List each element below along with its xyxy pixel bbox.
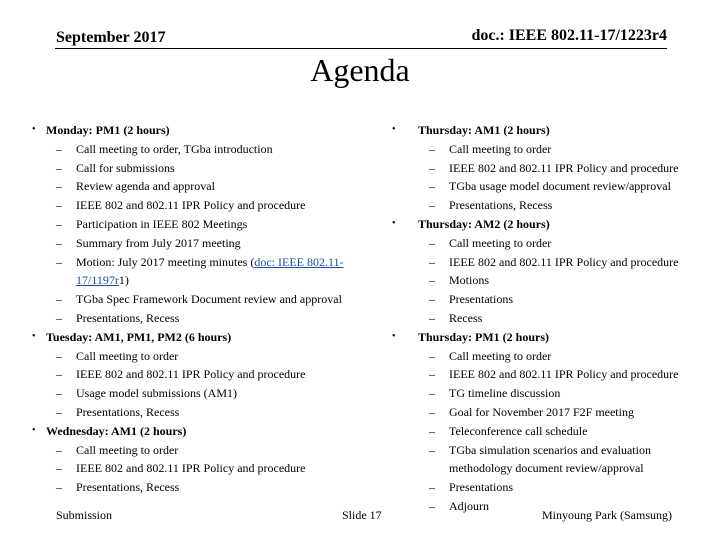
item-text: Call meeting to order xyxy=(449,348,552,363)
item-text: Usage model submissions (AM1) xyxy=(76,386,237,401)
motion-prefix: Motion: July 2017 meeting minutes ( xyxy=(76,254,255,269)
item-text: Presentations, Recess xyxy=(76,310,180,325)
agenda-section-thursday-am2 xyxy=(392,215,710,328)
item-text: Participation in IEEE 802 Meetings xyxy=(76,216,248,231)
bullet-icon: • xyxy=(392,124,396,135)
minutes-doc-link[interactable]: doc: IEEE 802.11-17/1197r xyxy=(76,254,344,288)
list-item xyxy=(418,347,710,366)
agenda-item-list xyxy=(46,347,377,422)
agenda-item-list xyxy=(46,441,377,497)
list-item xyxy=(418,271,710,290)
dash-icon: – xyxy=(429,198,435,213)
agenda-item-list xyxy=(418,234,710,328)
dash-icon: – xyxy=(429,292,435,307)
list-item xyxy=(46,234,377,253)
list-item xyxy=(46,159,377,178)
dash-icon: – xyxy=(56,160,62,175)
dash-icon: – xyxy=(429,498,435,513)
item-text: TG timeline discussion xyxy=(449,386,561,401)
dash-icon: – xyxy=(56,404,62,419)
list-item xyxy=(46,478,377,497)
agenda-item-list xyxy=(418,347,710,516)
item-text: Review agenda and approval xyxy=(76,179,215,194)
list-item xyxy=(418,478,710,497)
list-item xyxy=(46,441,377,460)
item-text: Call meeting to order xyxy=(449,141,552,156)
dash-icon: – xyxy=(56,386,62,401)
bullet-icon: • xyxy=(32,424,36,436)
dash-icon: – xyxy=(429,367,435,382)
item-text: Call meeting to order xyxy=(449,235,552,250)
item-text: TGba Spec Framework Document review and approval xyxy=(76,292,342,307)
dash-icon: – xyxy=(429,235,435,250)
agenda-section-thursday-pm1 xyxy=(392,328,710,516)
dash-icon: – xyxy=(429,386,435,401)
list-item xyxy=(418,384,710,403)
bullet-icon: • xyxy=(32,124,36,135)
dash-icon: – xyxy=(56,348,62,363)
list-item xyxy=(418,403,710,422)
agenda-left-column xyxy=(32,121,377,497)
agenda-right-column xyxy=(392,121,710,516)
agenda-section-wednesday xyxy=(32,422,377,497)
list-item xyxy=(46,347,377,366)
list-item xyxy=(46,459,377,478)
dash-icon: – xyxy=(429,160,435,175)
list-item xyxy=(418,234,710,253)
item-text: TGba usage model document review/approval xyxy=(449,179,671,194)
dash-icon: – xyxy=(56,141,62,156)
list-item xyxy=(418,140,710,159)
agenda-item-list xyxy=(46,140,377,328)
item-text: Call meeting to order, TGba introduction xyxy=(76,141,273,156)
list-item xyxy=(418,159,710,178)
item-text: Presentations, Recess xyxy=(76,480,180,495)
list-item xyxy=(46,215,377,234)
dash-icon: – xyxy=(429,310,435,325)
agenda-section-monday xyxy=(32,121,377,328)
list-item xyxy=(418,309,710,328)
header-doc-id: doc.: IEEE 802.11-17/1223r4 xyxy=(471,27,667,44)
dash-icon: – xyxy=(429,442,435,457)
item-text: Presentations xyxy=(449,480,513,495)
item-text: Adjourn xyxy=(449,498,489,513)
list-item xyxy=(46,403,377,422)
dash-icon: – xyxy=(56,310,62,325)
dash-icon: – xyxy=(429,404,435,419)
item-text: Presentations, Recess xyxy=(76,404,180,419)
dash-icon: – xyxy=(56,179,62,194)
dash-icon: – xyxy=(429,141,435,156)
list-item xyxy=(46,196,377,215)
dash-icon: – xyxy=(56,442,62,457)
list-item xyxy=(46,140,377,159)
footer-submission: Submission xyxy=(56,508,113,522)
page-title: Agenda xyxy=(310,52,410,88)
section-title: Tuesday: AM1, PM1, PM2 (6 hours) xyxy=(46,329,232,344)
list-item xyxy=(418,441,710,479)
item-text: IEEE 802 and 802.11 IPR Policy and procedure xyxy=(449,367,679,382)
list-item xyxy=(418,290,710,309)
dash-icon: – xyxy=(429,254,435,269)
dash-icon: – xyxy=(56,292,62,307)
list-item xyxy=(418,177,710,196)
dash-icon: – xyxy=(56,461,62,476)
list-item xyxy=(418,253,710,272)
list-item xyxy=(46,290,377,309)
header-date: September 2017 xyxy=(56,29,166,46)
dash-icon: – xyxy=(429,423,435,438)
item-text: Recess xyxy=(449,310,483,325)
list-item xyxy=(46,177,377,196)
list-item xyxy=(46,384,377,403)
dash-icon: – xyxy=(56,198,62,213)
item-text: Presentations xyxy=(449,292,513,307)
section-title: Wednesday: AM1 (2 hours) xyxy=(46,423,187,438)
dash-icon: – xyxy=(429,348,435,363)
item-text: IEEE 802 and 802.11 IPR Policy and procedure xyxy=(76,461,306,476)
list-item xyxy=(418,365,710,384)
header-rule xyxy=(55,48,667,49)
item-text: TGba simulation scenarios and evaluation methodology document review/approval xyxy=(449,442,651,476)
section-title: Monday: PM1 (2 hours) xyxy=(46,123,170,137)
bullet-icon: • xyxy=(392,217,396,229)
dash-icon: – xyxy=(429,179,435,194)
item-text: IEEE 802 and 802.11 IPR Policy and procedure xyxy=(449,254,679,269)
dash-icon: – xyxy=(56,216,62,231)
dash-icon: – xyxy=(56,367,62,382)
item-text: IEEE 802 and 802.11 IPR Policy and procedure xyxy=(449,160,679,175)
list-item xyxy=(46,365,377,384)
agenda-section-tuesday xyxy=(32,328,377,422)
item-text: Presentations, Recess xyxy=(449,198,553,213)
item-text: Call for submissions xyxy=(76,160,175,175)
section-title: Thursday: PM1 (2 hours) xyxy=(418,329,550,344)
dash-icon: – xyxy=(429,273,435,288)
item-text: Call meeting to order xyxy=(76,442,179,457)
item-text: IEEE 802 and 802.11 IPR Policy and procedure xyxy=(76,367,306,382)
motion-item xyxy=(46,253,377,291)
item-text: IEEE 802 and 802.11 IPR Policy and procedure xyxy=(76,198,306,213)
dash-icon: – xyxy=(56,480,62,495)
agenda-item-list xyxy=(418,140,710,215)
dash-icon: – xyxy=(56,235,62,250)
item-text: Call meeting to order xyxy=(76,348,179,363)
dash-icon: – xyxy=(429,480,435,495)
bullet-icon: • xyxy=(392,330,396,342)
agenda-section-thursday-am1 xyxy=(392,121,710,215)
item-text: Summary from July 2017 meeting xyxy=(76,235,241,250)
list-item xyxy=(418,196,710,215)
footer-slide-number: Slide 17 xyxy=(342,508,382,522)
footer-author: Minyoung Park (Samsung) xyxy=(542,508,672,522)
section-title: Thursday: AM1 (2 hours) xyxy=(418,123,550,137)
dash-icon: – xyxy=(56,254,62,269)
section-title: Thursday: AM2 (2 hours) xyxy=(418,216,550,231)
item-text: Goal for November 2017 F2F meeting xyxy=(449,404,634,419)
motion-suffix: 1) xyxy=(118,273,129,288)
list-item xyxy=(418,422,710,441)
item-text: Teleconference call schedule xyxy=(449,423,588,438)
list-item xyxy=(46,309,377,328)
item-text: Motions xyxy=(449,273,490,288)
bullet-icon: • xyxy=(32,330,36,342)
